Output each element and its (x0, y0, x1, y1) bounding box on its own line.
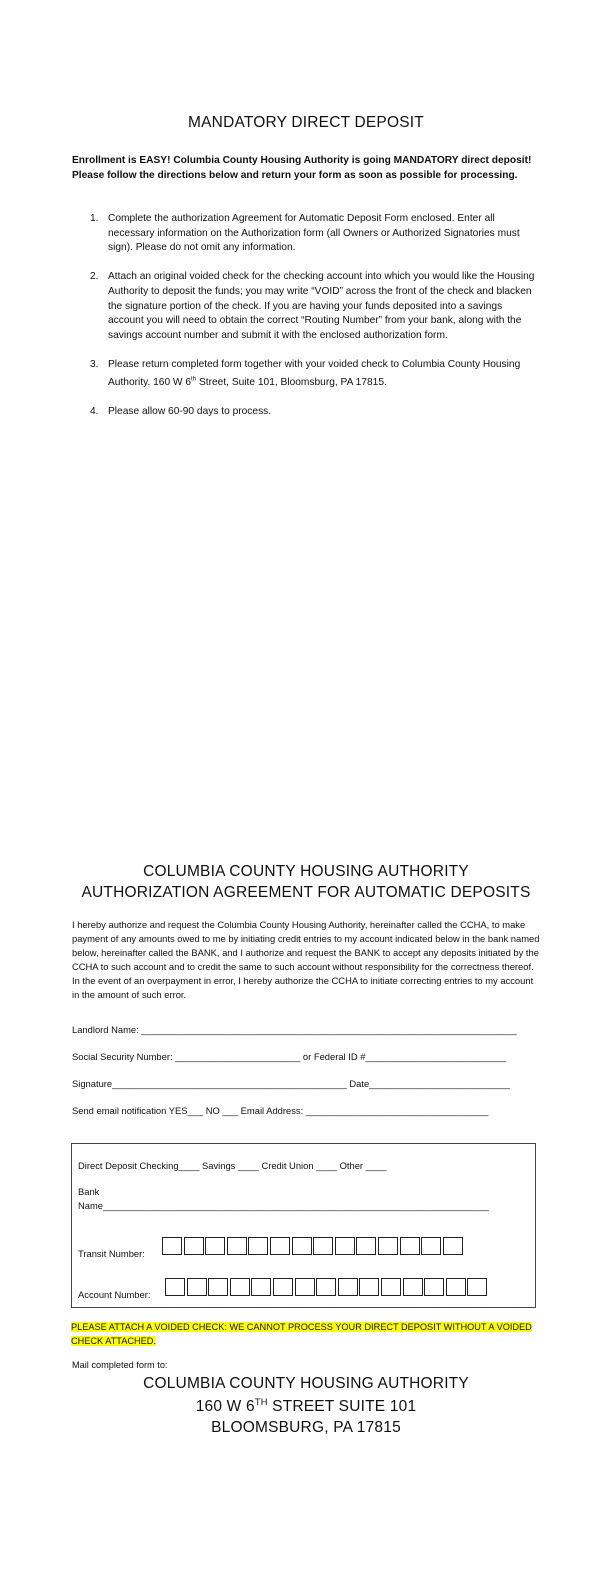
intro-text: Enrollment is EASY! Columbia County Housing Authority is going MANDATORY direct deposit! Please follow the directions below and return your form as soon as possible for processing. (72, 155, 532, 181)
digit-box[interactable] (251, 1278, 271, 1296)
instruction-list (90, 212, 540, 434)
step-number: 4. (90, 406, 99, 418)
digit-box[interactable] (165, 1278, 185, 1296)
highlighted-text: PLEASE ATTACH A VOIDED CHECK: WE CANNOT PROCESS YOUR DIRECT DEPOSIT WITHOUT A VOIDED CHECK ATTACHED. (71, 1322, 532, 1346)
bank-name-field[interactable]: Name__________________________________________________________________________ (78, 1200, 489, 1211)
digit-box[interactable] (230, 1278, 250, 1296)
list-item (90, 212, 540, 256)
page-title: MANDATORY DIRECT DEPOSIT (188, 114, 424, 131)
address-line-3: BLOOMSBURG, PA 17815 (211, 1419, 401, 1436)
step-text (108, 359, 520, 388)
digit-box[interactable] (335, 1237, 355, 1255)
digit-box[interactable] (313, 1237, 333, 1255)
step-number: 2. (90, 271, 99, 283)
digit-box[interactable] (248, 1237, 268, 1255)
agency-title: COLUMBIA COUNTY HOUSING AUTHORITY (143, 863, 469, 880)
landlord-name-field[interactable]: Landlord Name: ________________________________________________________________________ (72, 1024, 517, 1035)
digit-box[interactable] (424, 1278, 444, 1296)
address-part: 160 W 6 (195, 1398, 255, 1416)
digit-box[interactable] (208, 1278, 228, 1296)
address-line-1: COLUMBIA COUNTY HOUSING AUTHORITY (143, 1375, 469, 1392)
digit-box[interactable] (359, 1278, 379, 1296)
digit-box[interactable] (316, 1278, 336, 1296)
digit-box[interactable] (446, 1278, 466, 1296)
step-number: 3. (90, 358, 99, 370)
digit-box[interactable] (292, 1237, 312, 1255)
digit-box[interactable] (227, 1237, 247, 1255)
step-text-part: Street, Suite 101, Bloomsburg, PA 17815. (196, 376, 387, 388)
digit-box[interactable] (162, 1237, 182, 1255)
digit-box[interactable] (205, 1237, 225, 1255)
deposit-type-field[interactable]: Direct Deposit Checking____ Savings ____ Credit Union ____ Other ____ (78, 1160, 387, 1171)
bank-label: Bank (78, 1186, 100, 1197)
mail-label: Mail completed form to: (72, 1360, 168, 1370)
list-item (90, 270, 540, 343)
transit-number-label: Transit Number: (78, 1248, 145, 1259)
digit-box[interactable] (273, 1278, 293, 1296)
list-item (90, 405, 540, 420)
digit-box[interactable] (400, 1237, 420, 1255)
voided-check-notice (71, 1320, 541, 1348)
list-item (90, 358, 540, 391)
step-text: Complete the authorization Agreement for Automatic Deposit Form enclosed. Enter all necessary information on the Authorization form (all Owners or Authorized Signatories must sign). Please do not omit any information. (108, 213, 520, 254)
digit-box[interactable] (378, 1237, 398, 1255)
digit-box[interactable] (270, 1237, 290, 1255)
step-text: Please allow 60-90 days to process. (108, 406, 272, 418)
digit-box[interactable] (356, 1237, 376, 1255)
digit-box[interactable] (338, 1278, 358, 1296)
transit-number-input[interactable] (162, 1237, 464, 1255)
step-text-part: Please return completed form together with your voided check to Columbia County Housing Authority. 160 W 6 (108, 358, 521, 388)
superscript: th (191, 375, 197, 383)
address-line-2 (0, 1397, 612, 1416)
digit-box[interactable] (467, 1278, 487, 1296)
signature-date-field[interactable]: Signature_____________________________________________ Date___________________________ (72, 1078, 510, 1089)
account-number-input[interactable] (165, 1278, 489, 1296)
address-part: STREET SUITE 101 (267, 1398, 417, 1416)
digit-box[interactable] (187, 1278, 207, 1296)
form-title: AUTHORIZATION AGREEMENT FOR AUTOMATIC DEPOSITS (81, 884, 531, 901)
bank-info-box (71, 1143, 536, 1308)
ssn-federal-id-field[interactable]: Social Security Number: ________________________ or Federal ID #___________________________ (72, 1051, 507, 1062)
email-notification-field[interactable]: Send email notification YES___ NO ___ Email Address: ___________________________________ (72, 1105, 489, 1116)
digit-box[interactable] (403, 1278, 423, 1296)
account-number-label: Account Number: (78, 1289, 151, 1300)
step-text: Attach an original voided check for the checking account into which you would like the Housing Authority to deposit the funds; you may write “VOID” across the front of the check and blacken the signature portion of the check. If you are having your funds deposited into a savings account you will need to obtain the correct “Routing Number” from your bank, along with the savings account number and submit it with the enclosed authorization form. (108, 271, 535, 341)
digit-box[interactable] (184, 1237, 204, 1255)
digit-box[interactable] (381, 1278, 401, 1296)
step-number: 1. (90, 213, 99, 224)
superscript: TH (254, 1397, 268, 1407)
digit-box[interactable] (295, 1278, 315, 1296)
authorization-paragraph: I hereby authorize and request the Columbia County Housing Authority, hereinafter called the CCHA, to make payment of any amounts owed to me by initiating credit entries to my account indicated below in the bank named below, hereinafter called the BANK, and I authorize and request the BANK to accept any deposits initiated by the CCHA to such account and to credit the same to such account without responsibility for the correctness thereof. In the event of an overpayment in error, I hereby authorize the CCHA to initiate correcting entries to my account in the amount of such error. (72, 919, 540, 1000)
digit-box[interactable] (421, 1237, 441, 1255)
digit-box[interactable] (443, 1237, 463, 1255)
